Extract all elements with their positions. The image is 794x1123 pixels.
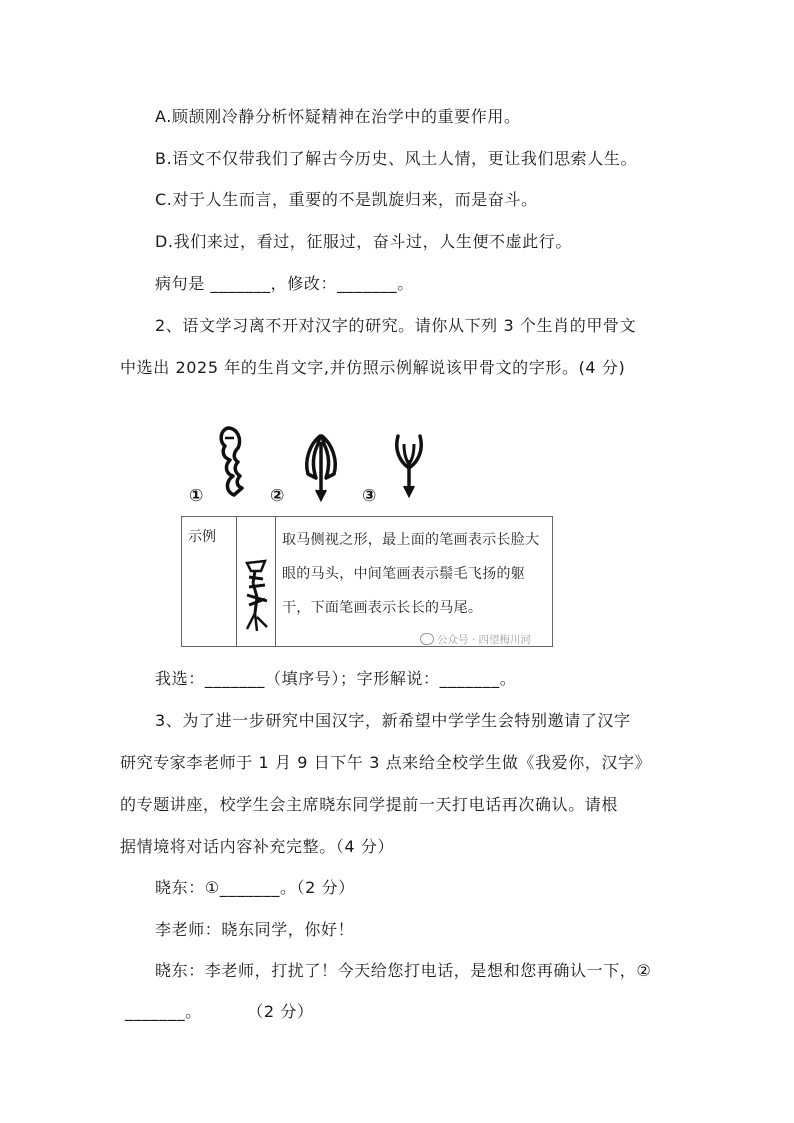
dialog-line-3: 晓东：李老师，打扰了！今天给您打电话，是想和您再确认一下，② [155, 961, 652, 980]
option-d: D.我们来过，看过，征服过，奋斗过，人生便不虚此行。 [155, 232, 573, 251]
glyph-label-2: ② [270, 486, 285, 506]
oracle-glyph-snake [212, 424, 246, 500]
option-b: B.语文不仅带我们了解古今历史、风土人情，更让我们思索人生。 [155, 149, 638, 168]
q2-stem-line-2: 中选出 2025 年的生肖文字,并仿照示例解说该甲骨文的字形。(4 分) [120, 358, 626, 377]
example-label: 示例 [182, 517, 237, 647]
q3-stem-line-1: 3、为了进一步研究中国汉字，新希望中学学生会特别邀请了汉字 [155, 711, 631, 730]
watermark: 公众号 · 四望梅川河 [420, 632, 531, 647]
q2-stem-line-1: 2、语文学习离不开对汉字的研究。请你从下列 3 个生肖的甲骨文 [155, 316, 637, 335]
option-a: A.顾颉刚冷静分析怀疑精神在治学中的重要作用。 [155, 107, 521, 126]
oracle-glyph-ox [392, 430, 426, 500]
option-c: C.对于人生而言，重要的不是凯旋归来，而是奋斗。 [155, 190, 538, 209]
dialog-line-4: _______。 （2 分） [125, 1002, 314, 1021]
oracle-glyph-horse-example [243, 557, 271, 637]
wechat-icon [420, 633, 434, 645]
dialog-line-2: 李老师：晓东同学，你好！ [155, 920, 355, 939]
oracle-glyph-horse-head [300, 432, 342, 502]
q3-stem-line-2: 研究专家李老师于 1 月 9 日下午 3 点来给全校学生做《我爱你，汉字》 [120, 753, 652, 772]
glyph-label-3: ③ [362, 486, 377, 506]
example-text: 取马侧视之形，最上面的笔画表示长脸大眼的马头，中间笔画表示鬃毛飞扬的躯干，下面笔画表示长长的马尾。 [276, 517, 553, 647]
example-glyph-cell [237, 517, 276, 647]
example-table [181, 516, 553, 647]
dialog-line-1: 晓东：①_______。（2 分） [155, 878, 355, 897]
q2-answer-line: 我选：_______（填序号）；字形解说：_______。 [155, 669, 517, 688]
q3-stem-line-3: 的专题讲座，校学生会主席晓东同学提前一天打电话再次确认。请根 [120, 795, 619, 814]
glyph-label-1: ① [189, 486, 204, 506]
q3-stem-line-4: 据情境将对话内容补充完整。（4 分） [120, 837, 395, 856]
q1-answer-line: 病句是 _______，修改：_______。 [155, 274, 414, 293]
